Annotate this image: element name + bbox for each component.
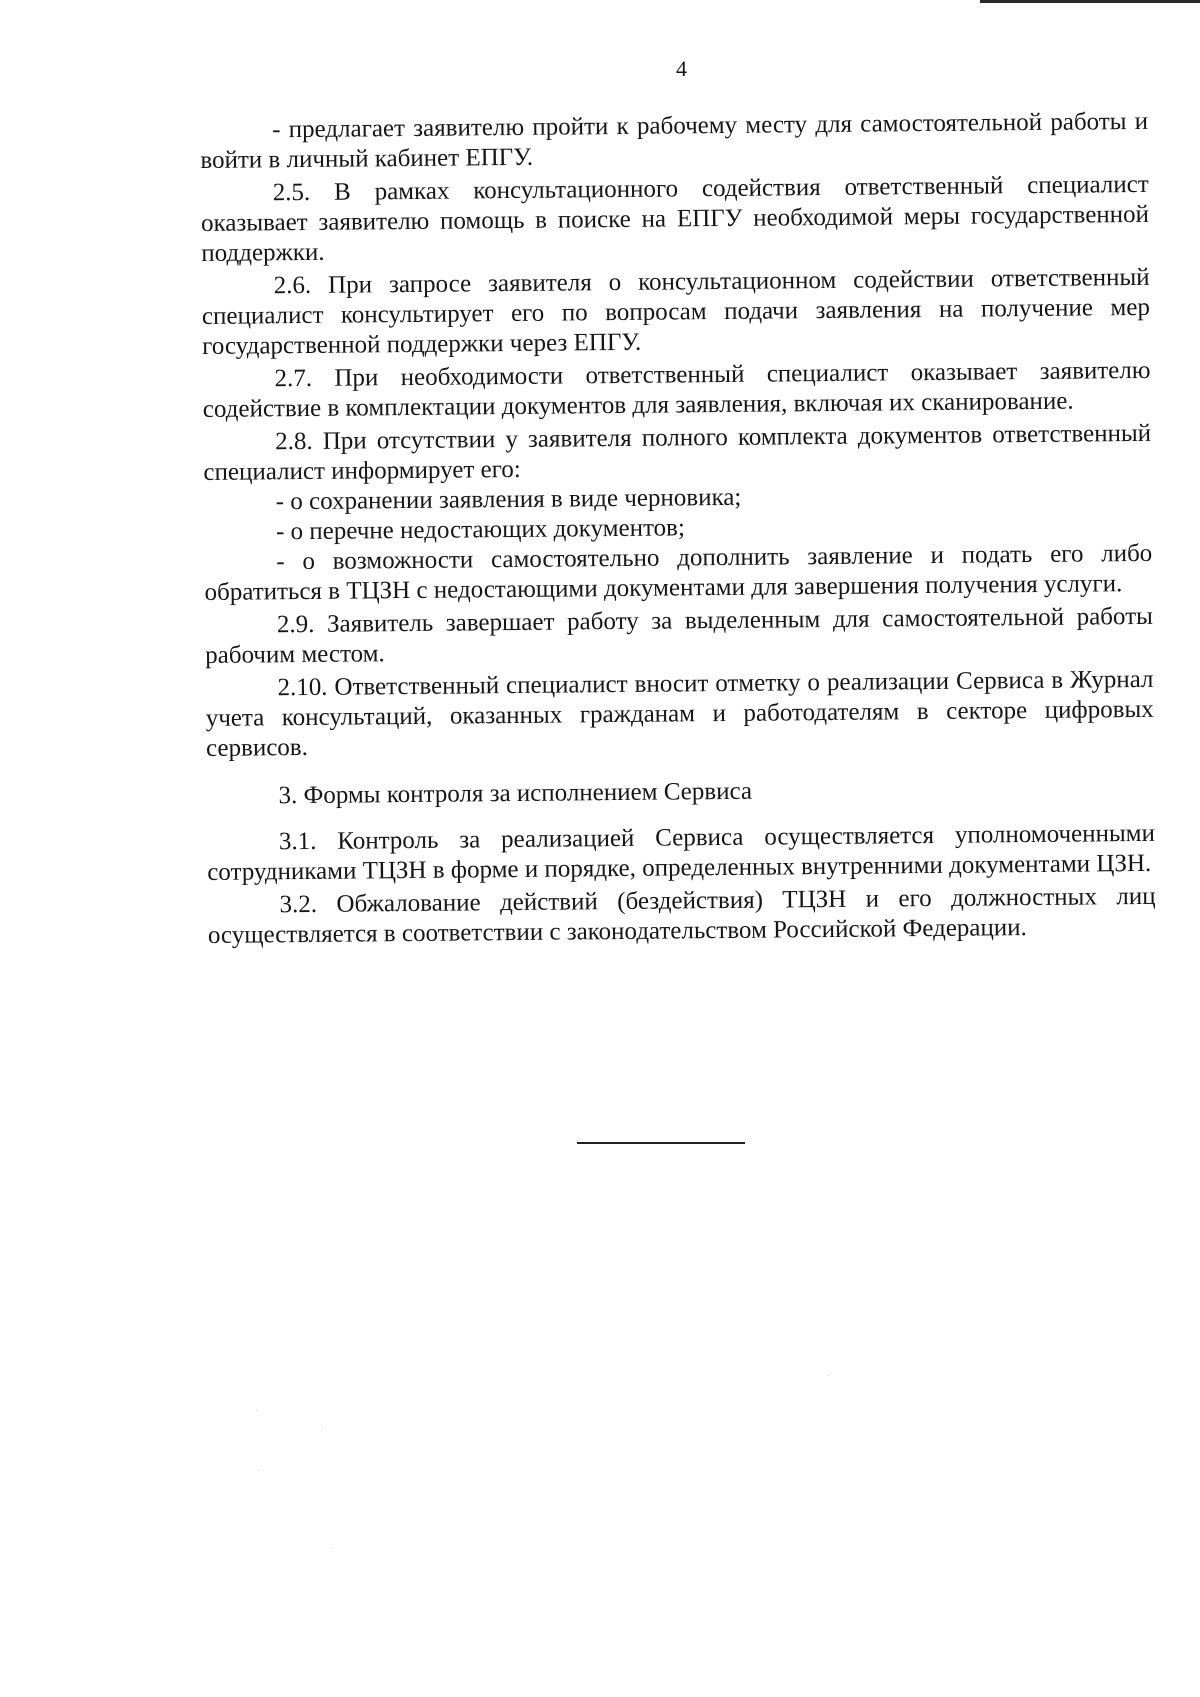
paragraph-2-10: 2.10. Ответственный специалист вносит отметку о реализации Сервиса в Журнал учета консультаций, оказанных гражданам и работодателям в секторе цифровых сервисов.	[205, 665, 1154, 762]
scan-speck	[322, 1428, 323, 1429]
paragraph-2-6: 2.6. При запросе заявителя о консультационном содействии ответственный специалист консультирует его по вопросам подачи заявления на получение мер государственной поддержки через ЕПГУ.	[201, 263, 1151, 360]
paragraph-3-2: 3.2. Обжалование действий (бездействия) ТЦЗН и его должностных лиц осуществляется в соответствии с законодательством Российской Федерации.	[207, 882, 1156, 949]
scan-speck	[332, 1548, 333, 1549]
end-divider-line	[577, 1142, 745, 1144]
paragraph-2-7: 2.7. При необходимости ответственный специалист оказывает заявителю содействие в комплектации документов для заявления, включая их сканирование.	[202, 356, 1151, 423]
scan-speck	[828, 1375, 829, 1376]
list-item-draft: - о сохранении заявления в виде черновика;	[275, 483, 742, 516]
list-item-complete-application: - о возможности самостоятельно дополнить заявление и подать его либо обратиться в ТЦЗН с недостающими документами для завершения получения услуги.	[204, 539, 1153, 606]
scan-speck	[258, 1470, 259, 1471]
paragraph-2-4-item: - предлагает заявителю пройти к рабочему месту для самостоятельной работы и войти в личный кабинет ЕПГУ.	[200, 107, 1149, 174]
document-body	[200, 107, 1156, 954]
scan-speck	[256, 1410, 257, 1411]
list-item-missing-documents: - о перечне недостающих документов;	[275, 514, 685, 546]
paragraph-2-5: 2.5. В рамках консультационного содействия ответственный специалист оказывает заявителю помощь в поиске на ЕПГУ необходимой меры государственной поддержки.	[200, 170, 1150, 267]
scan-edge-line	[980, 0, 1200, 3]
section-3-heading: 3. Формы контроля за исполнением Сервиса	[278, 777, 753, 810]
paragraph-2-9: 2.9. Заявитель завершает работу за выделенным для самостоятельной работы рабочим местом.	[205, 602, 1153, 669]
page-number: 4	[676, 56, 687, 81]
paragraph-3-1: 3.1. Контроль за реализацией Сервиса осуществляется уполномоченными сотрудниками ТЦЗН в форме и порядке, определенных внутренними документами ЦЗН.	[207, 819, 1156, 886]
paragraph-2-8: 2.8. При отсутствии у заявителя полного комплекта документов ответственный специалист информирует его:	[203, 419, 1152, 486]
